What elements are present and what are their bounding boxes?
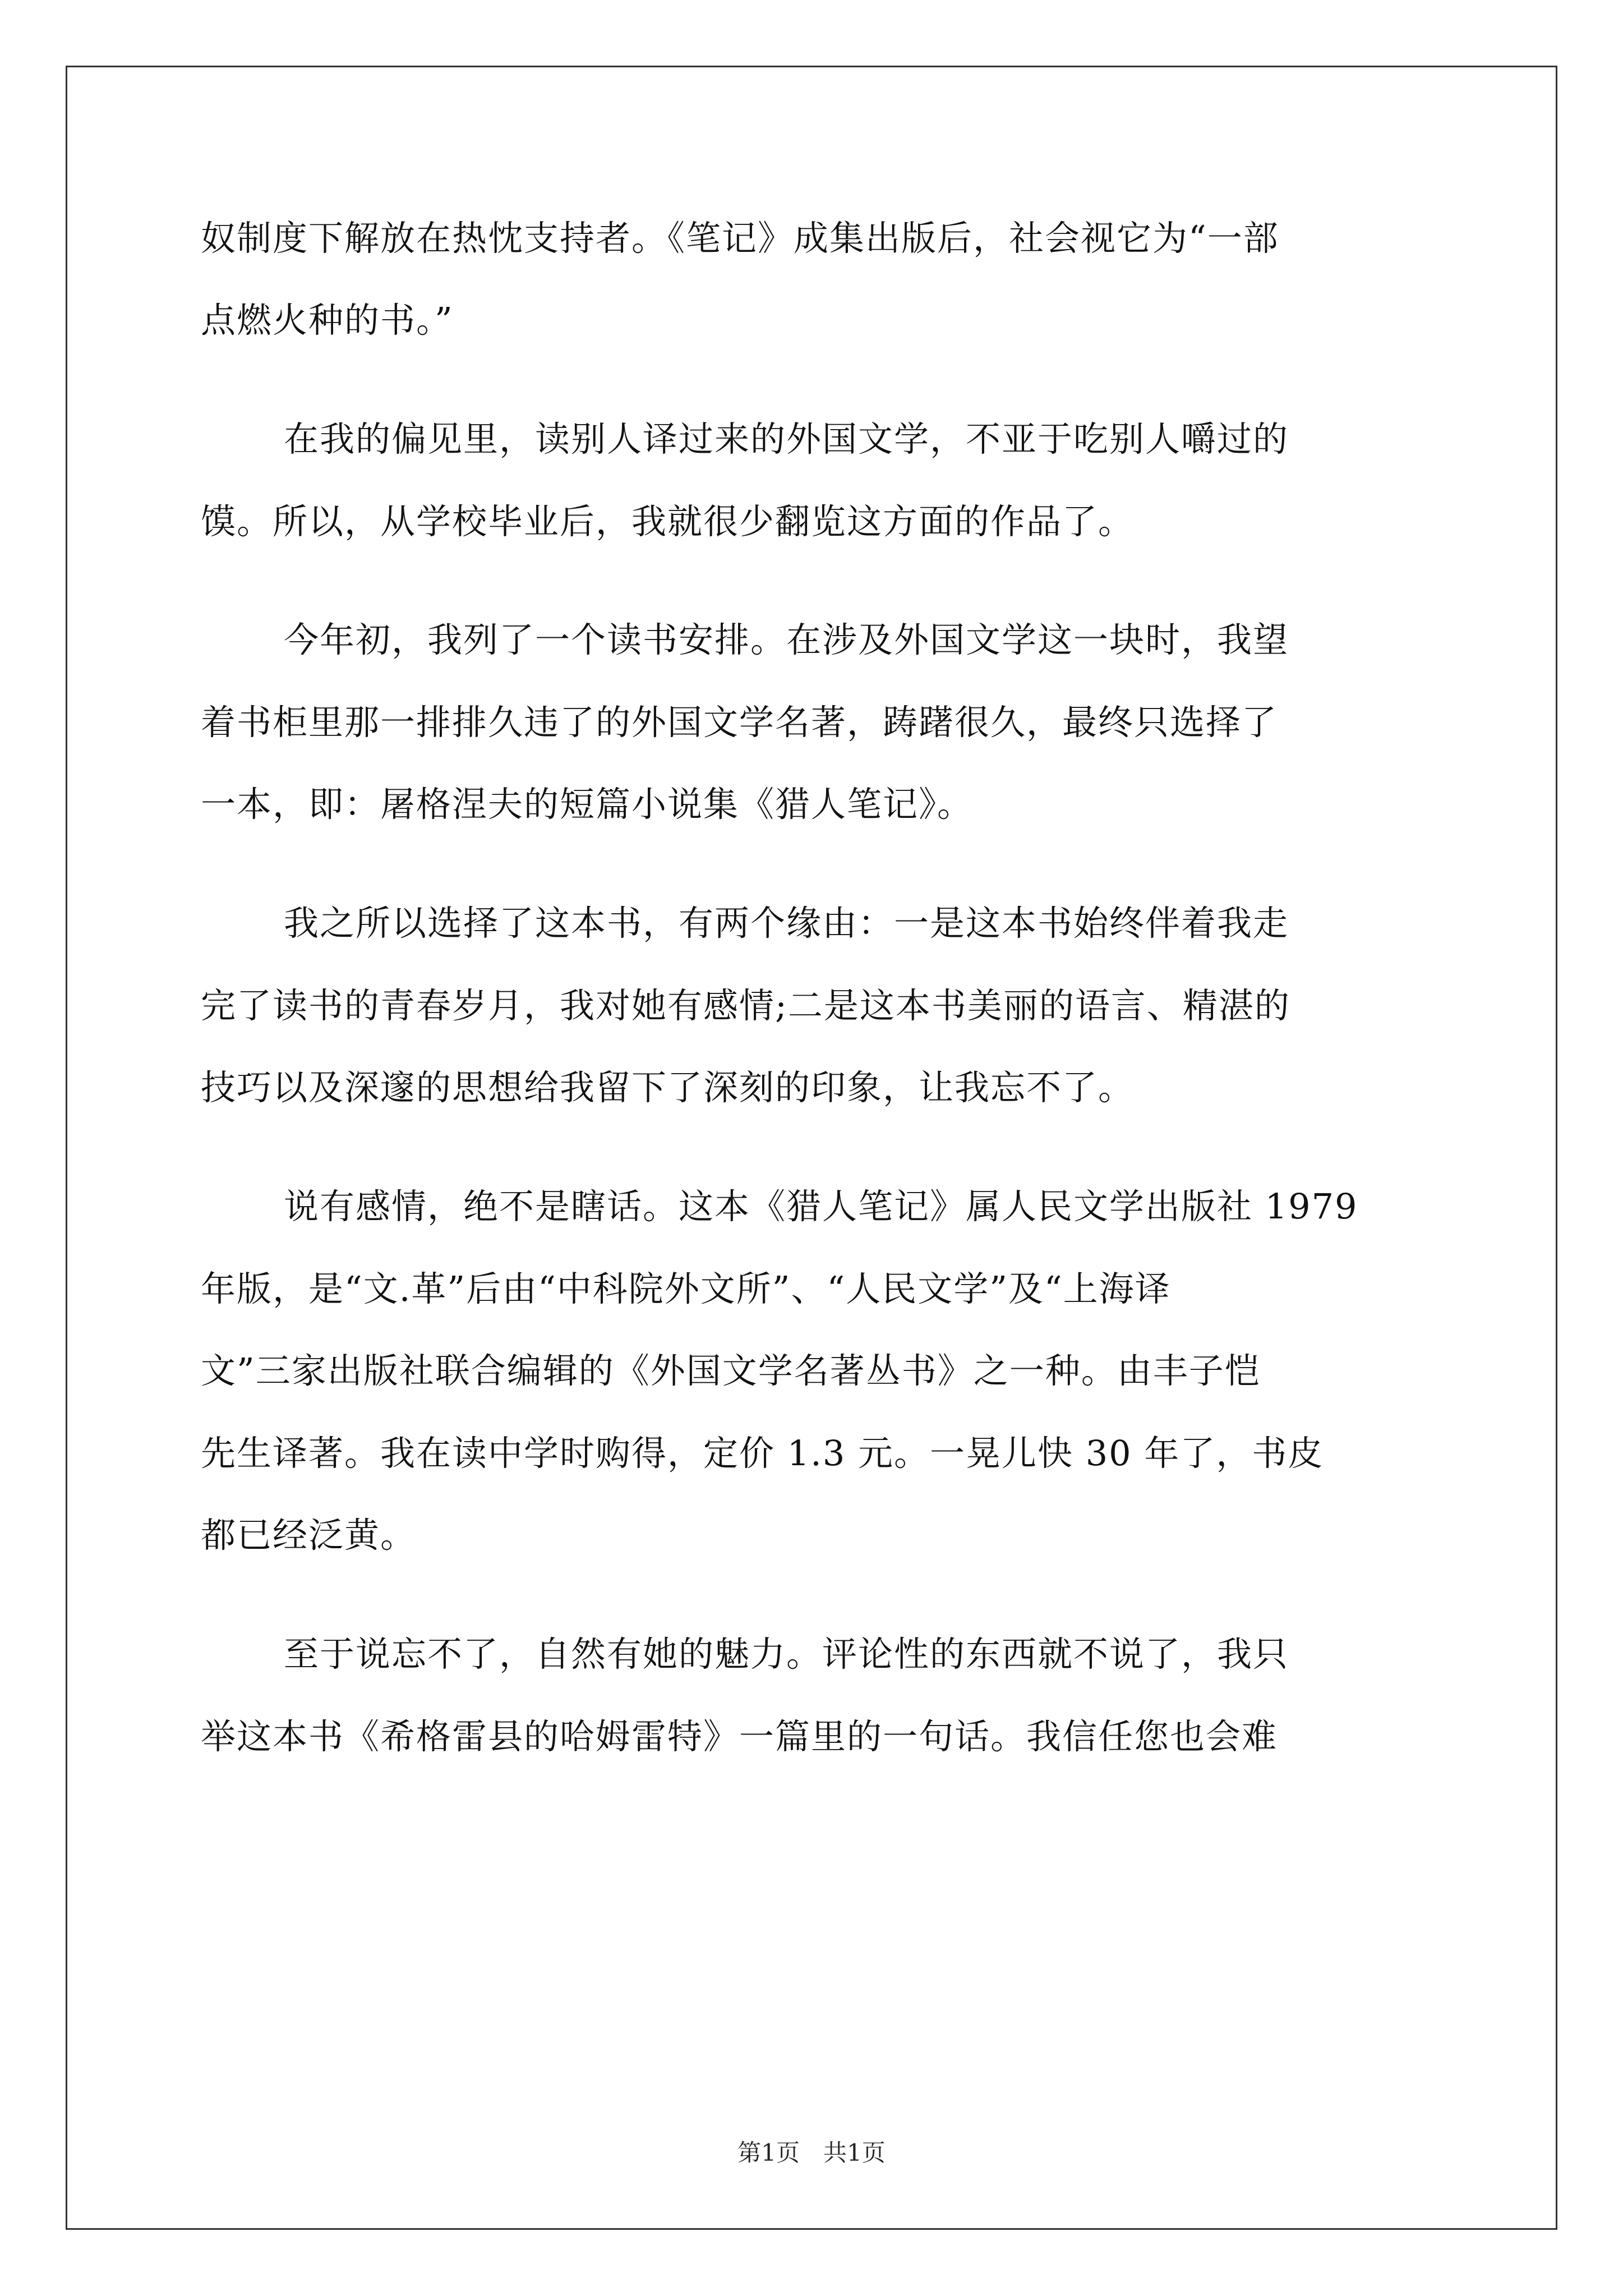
text-line: 今年初，我列了一个读书安排。在涉及外国文学这一块时，我望 [284,619,1289,660]
text-line: 点燃火种的书。” [201,300,454,341]
text-line: 说有感情，绝不是瞎话。这本《猎人笔记》属人民文学出版社 1979 [284,1186,1358,1227]
text-line: 文”三家出版社联合编辑的《外国文学名著丛书》之一种。由丰子恺 [201,1350,1261,1391]
text-line: 先生译著。我在读中学时购得，定价 1.3 元。一晃儿快 30 年了，书皮 [201,1433,1324,1474]
page-border [66,66,1557,2230]
text-line: 着书柜里那一排排久违了的外国文学名著，踌躇很久，最终只选择了 [201,702,1278,743]
text-line: 一本，即：屠格涅夫的短篇小说集《猎人笔记》。 [201,784,974,825]
text-line: 我之所以选择了这本书，有两个缘由：一是这本书始终伴着我走 [284,903,1289,944]
text-line: 在我的偏见里，读别人译过来的外国文学，不亚于吃别人嚼过的 [284,418,1289,459]
page-footer: 第1页 共1页 [737,2139,886,2166]
text-line: 奴制度下解放在热忱支持者。《笔记》成集出版后，社会视它为“一部 [201,218,1279,259]
text-line: 都已经泛黄。 [201,1515,417,1556]
text-line: 馍。所以，从学校毕业后，我就很少翻览这方面的作品了。 [201,501,1135,542]
text-line: 技巧以及深邃的思想给我留下了深刻的印象，让我忘不了。 [201,1067,1135,1108]
text-line: 举这本书《希格雷县的哈姆雷特》一篇里的一句话。我信任您也会难 [201,1716,1278,1757]
text-line: 完了读书的青春岁月，我对她有感情;二是这本书美丽的语言、精湛的 [201,985,1290,1026]
text-line: 至于说忘不了，自然有她的魅力。评论性的东西就不说了，我只 [284,1634,1289,1674]
text-line: 年版，是“文.革”后由“中科院外文所”、“人民文学”及“上海译 [201,1268,1171,1309]
